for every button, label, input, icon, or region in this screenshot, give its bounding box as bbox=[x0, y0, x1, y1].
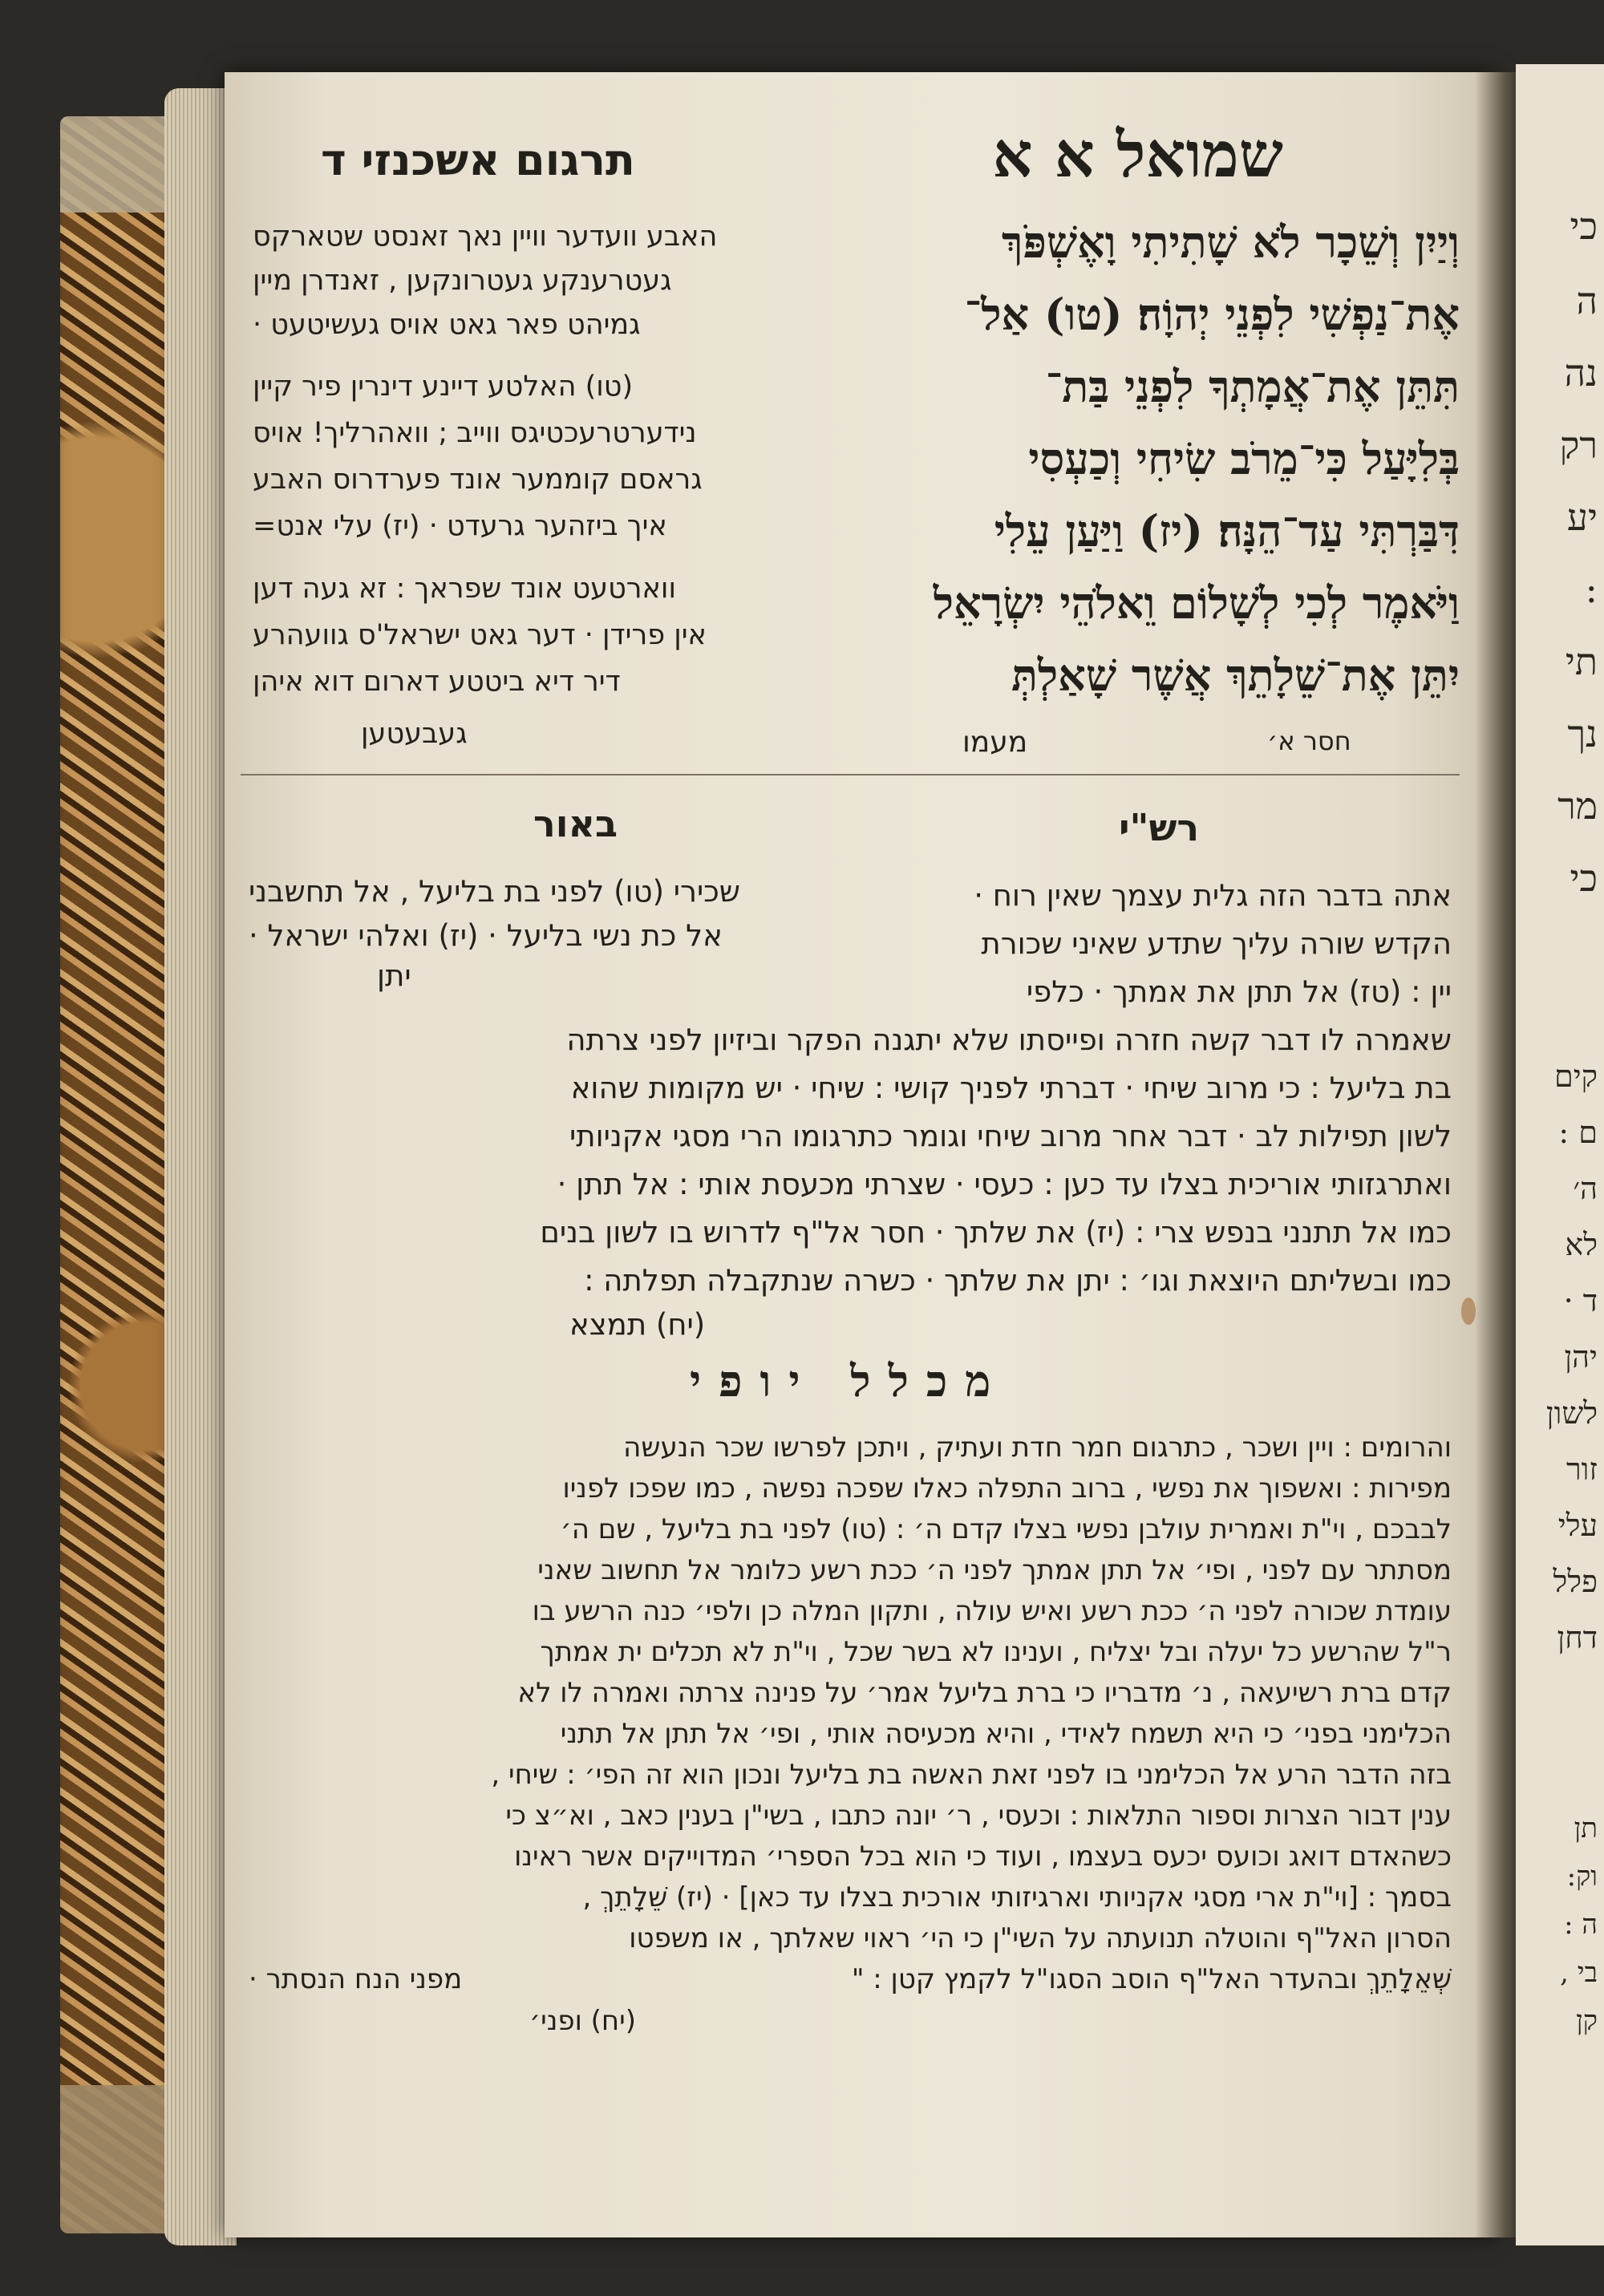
rashi-line: בת בליעל : כי מרוב שיחי · דברתי לפניך קושי : שיחי · יש מקומות שהוא bbox=[570, 1071, 1452, 1105]
mikhlal-line: ר"ל שהרשע כל יעלה ובל יצליח , וענינו לא בשר שכל , וי"ת לא תכלים ית אמתך bbox=[540, 1636, 1452, 1668]
section-title-biur: באור bbox=[533, 802, 618, 845]
targum-line: (טו) האלטע דיינע דינרין פיר קיין bbox=[253, 371, 634, 403]
verse-line: תִּתֵּן אֶת־אֲמָתְךָ לִפְנֵי בַּת־ bbox=[1045, 361, 1460, 412]
facing-line: כי bbox=[1570, 856, 1598, 900]
mikhlal-line: קדם ברת רשיעאה , נ׳ מדבריו כי ברת בליעל אמר׳ על פנינה צרתה ואמרה לו לא bbox=[517, 1677, 1452, 1709]
facing-line: יהן bbox=[1564, 1339, 1598, 1375]
mikhlal-line: מסתתר עם לפני , ופי׳ אל תתן אמתך לפני ה׳ ככת רשע כלומר אל תחשוב שאני bbox=[537, 1554, 1452, 1586]
running-header-right: שמואל א א bbox=[992, 119, 1283, 192]
targum-line: איך ביזהער גרעדט · (יז) עלי אנט= bbox=[253, 510, 667, 542]
facing-line: בי , bbox=[1560, 1957, 1598, 1989]
rashi-line: יין : (טז) אל תתן את אמתך · כלפי bbox=[1026, 974, 1452, 1009]
facing-line: רק bbox=[1559, 423, 1598, 467]
facing-page bbox=[1516, 64, 1604, 2245]
facing-line: קן bbox=[1576, 2005, 1598, 2037]
mikhlal-line: הכלימני בפני׳ כי היא תשמח לאידי , והיא מכעיסה אותי , ופי׳ אל תתן אל תתני bbox=[560, 1718, 1452, 1750]
facing-line: מר bbox=[1557, 784, 1598, 828]
facing-line: תי bbox=[1565, 640, 1598, 683]
verse-line: בְּלִיָּעַל כִּי־מֵרֹב שִׂיחִי וְכַעְסִי bbox=[1028, 433, 1460, 484]
mikhlal-line: מפני הנח הנסתר · bbox=[249, 1963, 463, 1995]
facing-line: יע bbox=[1566, 496, 1598, 539]
facing-line: ה bbox=[1576, 279, 1598, 322]
facing-line: כי bbox=[1570, 204, 1598, 248]
verse-line: דִּבַּרְתִּי עַד־הֵנָּה׃ (יז) וַיַּעַן עֵלִי bbox=[994, 505, 1460, 557]
verse-line: אֶת־נַפְשִׁי לִפְנֵי יְהוָֹה׃ (טו) אַל־ bbox=[964, 289, 1460, 340]
facing-line: ה : bbox=[1564, 1909, 1598, 1941]
masorah-note: חסר א׳ bbox=[1267, 726, 1351, 756]
facing-line: נה bbox=[1564, 351, 1598, 395]
rashi-line: (יח) תמצא bbox=[569, 1307, 706, 1342]
rashi-line: אתה בדבר הזה גלית עצמך שאין רוח · bbox=[974, 878, 1452, 913]
rashi-line: כמו אל תתנני בנפש צרי : (יז) את שלתך · חסר אל"ף לדרוש בו לשון בנים bbox=[540, 1215, 1452, 1249]
verse-line: וַיֹּאמֶר לְכִי לְשָׁלוֹם וֵאלֹהֵי יִשְׂרָאֵל bbox=[933, 577, 1460, 629]
facing-line: נך bbox=[1567, 712, 1598, 755]
biur-line: אל כת נשי בליעל · (יז) ואלהי ישראל · bbox=[249, 918, 723, 953]
mikhlal-line: בסמך : [וי"ת ארי מסגי אקניותי וארגיזותי אורכית בצלו עד כאן] · (יז) שֵׁלָתֵךְ , bbox=[582, 1881, 1452, 1913]
targum-line: ווארטעט אונד שפראך : זא געה דען bbox=[253, 573, 676, 605]
facing-line: וק: bbox=[1566, 1861, 1598, 1893]
cover-corner bbox=[60, 2085, 180, 2233]
targum-line: אין פרידן · דער גאט ישראל'ס גוועהרע bbox=[253, 619, 707, 651]
targum-line: גמיהט פאר גאט אויס געשיטעט · bbox=[253, 309, 641, 341]
rashi-line: הקדש שורה עליך שתדע שאיני שכורת bbox=[981, 926, 1452, 961]
targum-line: האבע וועדער וויין נאך זאנסט שטארקס bbox=[253, 221, 718, 253]
divider bbox=[241, 774, 1460, 775]
facing-line: ד · bbox=[1563, 1283, 1598, 1318]
mikhlal-line: והרומים : ויין ושכר , כתרגום חמר חדת ועתיק , ויתכן לפרשו שכר הנעשה bbox=[623, 1431, 1452, 1464]
mikhlal-line: עומדת שכורה לפני ה׳ ככת רשע ואיש עולה , ותקון המלה כן ולפי׳ כנה הרשע בו bbox=[532, 1595, 1452, 1627]
mikhlal-line: לבבכם , וי"ת ואמרית עולבן נפשי בצלו קדם ה׳ : (טו) לפני בת בליעל , שם ה׳ bbox=[560, 1513, 1452, 1545]
mikhlal-line: הסרון האל"ף והוטלה תנועתה על השי"ן כי הי׳ ראוי שאלתך , או משפטו bbox=[629, 1922, 1452, 1954]
running-header-left: תרגום אשכנזי ד bbox=[321, 135, 635, 185]
targum-line: געטרענקע געטרונקען , זאנדרן מיין bbox=[253, 265, 672, 297]
biur-line: שכירי (טו) לפני בת בליעל , אל תחשבני bbox=[249, 874, 741, 909]
facing-line: דחן bbox=[1557, 1620, 1598, 1655]
facing-line: ם : bbox=[1558, 1115, 1598, 1150]
facing-line: זור bbox=[1566, 1452, 1598, 1487]
facing-line: עלי bbox=[1557, 1508, 1598, 1543]
targum-line: דיר דיא ביטטע דארום דוא איהן bbox=[253, 666, 621, 698]
mikhlal-line: מפירות : ואשפוך את נפשי , ברוב התפלה כאלו שפכה נפשה , כמו שפכו לפניו bbox=[562, 1472, 1452, 1504]
targum-line: נידערטרעכטיגס ווייב ; וואהרליך! אויס bbox=[253, 417, 697, 449]
marbled-cover bbox=[60, 116, 180, 2233]
mikhlal-line: ענין דבור הצרות וספור התלאות : וכעסי , ר׳ יונה כתבו , בשי"ן בענין כאב , וא״צ כי bbox=[505, 1800, 1452, 1832]
mikhlal-line: כשהאדם דואג וכועס יכעס בעצמו , ועוד כי הוא בכל הספרי׳ המדוייקים אשר ראינו bbox=[514, 1840, 1452, 1873]
mikhlal-line: (יח) ופני׳ bbox=[529, 2005, 636, 2037]
rashi-line: לשון תפילות לב · דבר אחר מרוב שיחי וגומר כתרגומו הרי מסגי אקניותי bbox=[569, 1119, 1452, 1153]
cover-corner bbox=[60, 116, 180, 213]
section-title-mikhlal: מכלל יופי bbox=[690, 1355, 1009, 1407]
masorah-note: מעמו bbox=[962, 726, 1028, 759]
targum-line: געבעטען bbox=[361, 718, 468, 750]
targum-line: גראסם קוממער אונד פערדרוס האבע bbox=[253, 464, 703, 496]
biur-line: יתן bbox=[377, 958, 411, 993]
rashi-line: ואתרגזותי אוריכית בצלו עד כען : כעסי · שצרתי מכעסת אותי : אל תתן · bbox=[557, 1167, 1452, 1201]
facing-line: לשון bbox=[1545, 1395, 1598, 1431]
facing-line: פלל bbox=[1553, 1564, 1598, 1599]
paper-stain bbox=[1461, 1298, 1476, 1325]
facing-line: : bbox=[1585, 568, 1598, 611]
mikhlal-line: שְׁאֵלָתֵךְ ובהעדר האל"ף הוסב הסגו"ל לקמץ קטן : " bbox=[851, 1963, 1452, 1995]
facing-line: תן bbox=[1574, 1812, 1598, 1844]
verse-line: וְיַיִן וְשֵׁכָר לֹא שָׁתִיתִי וָאֶשְׁפֹּךְ bbox=[1001, 217, 1460, 268]
facing-line: קים bbox=[1553, 1059, 1598, 1094]
verse-line: יִתֵּן אֶת־שֵׁלָתֵךְ אֲשֶׁר שָׁאַלְתְּ bbox=[1011, 650, 1460, 701]
facing-line: לא bbox=[1565, 1227, 1598, 1262]
section-title-rashi: רש"י bbox=[1119, 806, 1200, 849]
mikhlal-line: בזה הדבר הרע אל הכלימני בו לפני זאת האשה בת בליעל ונכון הוא זה הפי׳ : שיחי , bbox=[491, 1759, 1452, 1791]
rashi-line: כמו ובשליתם היוצאת וגו׳ : יתן את שלתך · כשרה שנתקבלה תפלתה : bbox=[584, 1263, 1452, 1298]
rashi-line: שאמרה לו דבר קשה חזרה ופייסתו שלא יתגנה הפקר וביזיון לפני צרתה bbox=[566, 1022, 1452, 1057]
facing-line: ה׳ bbox=[1573, 1171, 1598, 1206]
